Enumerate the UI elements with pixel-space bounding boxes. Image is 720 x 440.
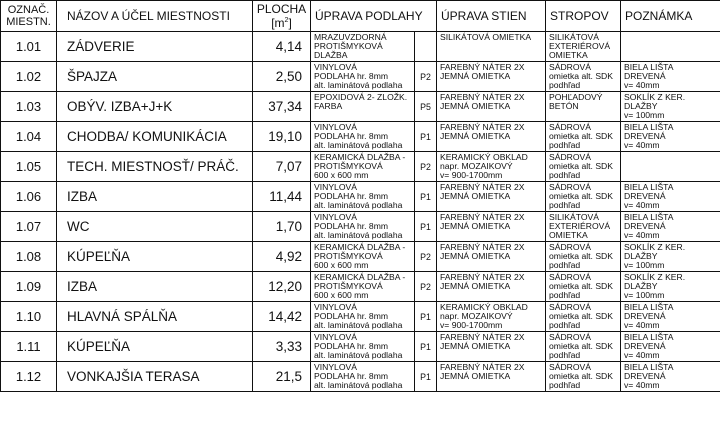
room-id: 1.10 [1,302,57,332]
header-room-id-line1: OZNAČ. [7,4,50,16]
ceiling-finish: SILIKÁTOVÁ EXTERIÉROVÁ OMIETKA [546,212,621,242]
room-area: 1,70 [253,212,311,242]
header-room-id [1,1,57,32]
room-area: 11,44 [253,182,311,212]
room-name: IZBA [57,182,253,212]
wall-finish: FAREBNÝ NÁTER 2X JEMNÁ OMIETKA [437,92,546,122]
room-id: 1.12 [1,362,57,392]
floor-finish: VINYLOVÁ PODLAHA hr. 8mm alt. laminátová podlaha [311,362,415,392]
header-area-line1: PLOCHA [256,2,307,16]
table-row [1,242,720,272]
header-room-id-line2: MIESTN. [6,16,51,28]
header-walls: ÚPRAVA STIEN [437,1,546,32]
ceiling-finish: SÁDROVÁ omietka alt. SDK podhľad [546,302,621,332]
ceiling-finish: SÁDROVÁ omietka alt. SDK podhľad [546,152,621,182]
floor-code: P2 [415,152,437,182]
room-id: 1.09 [1,272,57,302]
note: BIELA LIŠTA DREVENÁ v= 40mm [621,212,720,242]
wall-finish: KERAMICKÝ OBKLAD napr. MOZAIKOVÝ v= 900-1700mm [437,152,546,182]
room-name: WC [57,212,253,242]
table-row [1,92,720,122]
floor-finish: VINYLOVÁ PODLAHA hr. 8mm alt. laminátová podlaha [311,62,415,92]
note: BIELA LIŠTA DREVENÁ v= 40mm [621,302,720,332]
header-note: POZNÁMKA [621,1,720,32]
ceiling-finish: SÁDROVÁ omietka alt. SDK podhľad [546,242,621,272]
table-row [1,152,720,182]
header-row [1,1,720,32]
floor-code: P1 [415,122,437,152]
table-row [1,182,720,212]
floor-code: P2 [415,272,437,302]
room-id: 1.05 [1,152,57,182]
note: SOKLÍK Z KER. DLAŽBY v= 100mm [621,242,720,272]
wall-finish: FAREBNÝ NÁTER 2X JEMNÁ OMIETKA [437,62,546,92]
room-name: ŠPAJZA [57,62,253,92]
note: SOKLÍK Z KER. DLAŽBY v= 100mm [621,92,720,122]
room-id: 1.02 [1,62,57,92]
header-room-name: NÁZOV A ÚČEL MIESTNOSTI [57,1,253,32]
header-floor: ÚPRAVA PODLAHY [311,1,437,32]
note: BIELA LIŠTA DREVENÁ v= 40mm [621,62,720,92]
header-area [253,1,311,32]
floor-finish: VINYLOVÁ PODLAHA hr. 8mm alt. laminátová podlaha [311,212,415,242]
room-area: 19,10 [253,122,311,152]
table-body [1,32,720,392]
room-name: HLAVNÁ SPÁLŇA [57,302,253,332]
room-id: 1.04 [1,122,57,152]
table-row [1,62,720,92]
floor-finish: VINYLOVÁ PODLAHA hr. 8mm alt. laminátová podlaha [311,122,415,152]
floor-code [415,32,437,62]
room-area: 12,20 [253,272,311,302]
room-id: 1.08 [1,242,57,272]
room-name: KÚPEĽŇA [57,332,253,362]
ceiling-finish: SÁDROVÁ omietka alt. SDK podhľad [546,272,621,302]
floor-finish: KERAMICKÁ DLAŽBA - PROTIŠMYKOVÁ 600 x 600 mm [311,152,415,182]
room-id: 1.07 [1,212,57,242]
floor-finish: EPOXIDOVÁ 2- ZLOŽK. FARBA [311,92,415,122]
wall-finish: FAREBNÝ NÁTER 2X JEMNÁ OMIETKA [437,332,546,362]
note [621,32,720,62]
room-name: OBÝV. IZBA+J+K [57,92,253,122]
floor-finish: VINYLOVÁ PODLAHA hr. 8mm alt. laminátová podlaha [311,182,415,212]
header-area-unit-end: ] [288,16,292,30]
ceiling-finish: SÁDROVÁ omietka alt. SDK podhľad [546,332,621,362]
room-id: 1.01 [1,32,57,62]
room-id: 1.03 [1,92,57,122]
floor-finish: VINYLOVÁ PODLAHA hr. 8mm alt. laminátová podlaha [311,332,415,362]
floor-code: P1 [415,302,437,332]
room-area: 4,92 [253,242,311,272]
table-row [1,32,720,62]
wall-finish: FAREBNÝ NÁTER 2X JEMNÁ OMIETKA [437,122,546,152]
room-area: 3,33 [253,332,311,362]
ceiling-finish: POHĽADOVÝ BETÓN [546,92,621,122]
floor-finish: KERAMICKÁ DLAŽBA - PROTIŠMYKOVÁ 600 x 600 mm [311,272,415,302]
ceiling-finish: SILIKÁTOVÁ EXTERIÉROVÁ OMIETKA [546,32,621,62]
ceiling-finish: SÁDROVÁ omietka alt. SDK podhľad [546,62,621,92]
header-area-unit: [m [271,16,285,30]
note [621,152,720,182]
room-name: KÚPEĽŇA [57,242,253,272]
table-row [1,212,720,242]
wall-finish: SILIKÁTOVÁ OMIETKA [437,32,546,62]
room-name: VONKAJŠIA TERASA [57,362,253,392]
table-row [1,272,720,302]
room-name: TECH. MIESTNOSŤ/ PRÁČ. [57,152,253,182]
note: BIELA LIŠTA DREVENÁ v= 40mm [621,332,720,362]
wall-finish: FAREBNÝ NÁTER 2X JEMNÁ OMIETKA [437,182,546,212]
wall-finish: FAREBNÝ NÁTER 2X JEMNÁ OMIETKA [437,362,546,392]
wall-finish: KERAMICKÝ OBKLAD napr. MOZAIKOVÝ v= 900-1700mm [437,302,546,332]
floor-finish: KERAMICKÁ DLAŽBA - PROTIŠMYKOVÁ 600 x 600 mm [311,242,415,272]
note: BIELA LIŠTA DREVENÁ v= 40mm [621,122,720,152]
ceiling-finish: SÁDROVÁ omietka alt. SDK podhľad [546,362,621,392]
table-row [1,302,720,332]
room-area: 7,07 [253,152,311,182]
floor-finish: MRAZUVZDORNÁ PROTIŠMYKOVÁ DLAŽBA [311,32,415,62]
note: SOKLÍK Z KER. DLAŽBY v= 100mm [621,272,720,302]
table-row [1,122,720,152]
floor-finish: VINYLOVÁ PODLAHA hr. 8mm alt. laminátová podlaha [311,302,415,332]
header-area-sup: 2 [284,17,289,24]
room-area: 2,50 [253,62,311,92]
room-area: 21,5 [253,362,311,392]
floor-code: P5 [415,92,437,122]
wall-finish: FAREBNÝ NÁTER 2X JEMNÁ OMIETKA [437,212,546,242]
room-area: 4,14 [253,32,311,62]
floor-code: P1 [415,182,437,212]
floor-code: P1 [415,212,437,242]
table-row [1,332,720,362]
wall-finish: FAREBNÝ NÁTER 2X JEMNÁ OMIETKA [437,242,546,272]
room-area: 14,42 [253,302,311,332]
note: BIELA LIŠTA DREVENÁ v= 40mm [621,362,720,392]
floor-code: P1 [415,362,437,392]
header-ceiling: STROPOV [546,1,621,32]
table-row [1,362,720,392]
room-name: IZBA [57,272,253,302]
floor-code: P2 [415,242,437,272]
room-id: 1.06 [1,182,57,212]
wall-finish: FAREBNÝ NÁTER 2X JEMNÁ OMIETKA [437,272,546,302]
room-name: ZÁDVERIE [57,32,253,62]
floor-code: P2 [415,62,437,92]
ceiling-finish: SÁDROVÁ omietka alt. SDK podhľad [546,122,621,152]
floor-code: P1 [415,332,437,362]
room-area: 37,34 [253,92,311,122]
note: BIELA LIŠTA DREVENÁ v= 40mm [621,182,720,212]
room-name: CHODBA/ KOMUNIKÁCIA [57,122,253,152]
room-id: 1.11 [1,332,57,362]
ceiling-finish: SÁDROVÁ omietka alt. SDK podhľad [546,182,621,212]
